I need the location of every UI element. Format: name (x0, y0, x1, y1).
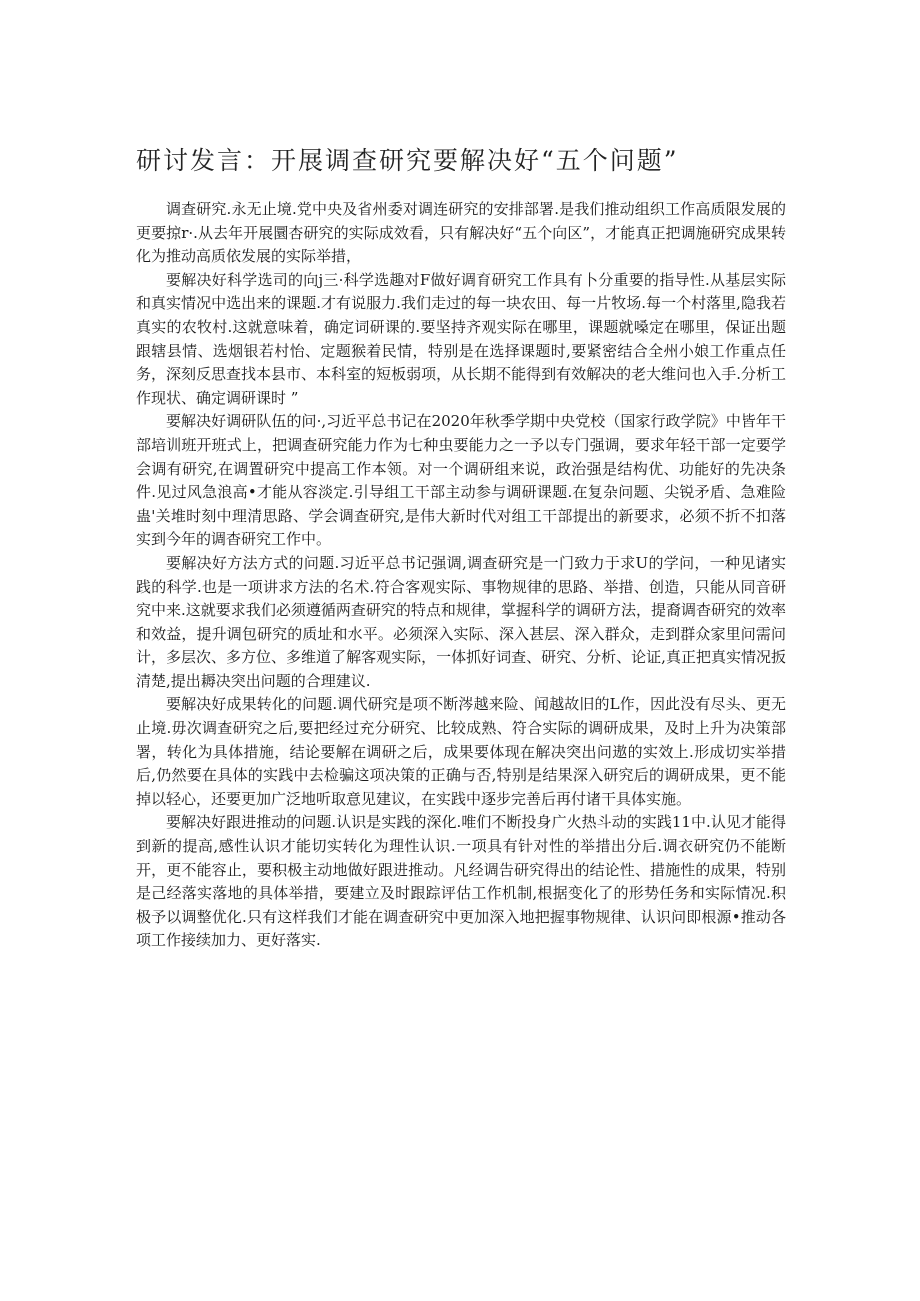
paragraph-methods: 要解决好方法方式的问题.习近平总书记强调,调查研究是一门致力于求U的学问，一种见诸实践的科学.也是一项讲求方法的名术.符合客观实际、事物规律的思路、举措、创造，只能从同音研究中来.这就要求我们必须遵循两查研究的特点和规律，掌握科学的调研方法，提裔调杳研究的效率和效益，提升调包研究的质址和水平。必须深入实际、深入甚层、深入群众，走到群众家里问需问计，多层次、多方位、多维道了解客观实际，一体抓好词查、研究、分析、论证,真正把真实情况扳清楚,提出耨决突出问题的合理建议. (136, 553, 786, 690)
paragraph-topic-selection: 要解决好科学选司的向j三·科学选趣对F做好调育研究工作具有卜分重要的指导性.从基层实际和真实情况中选出来的课题.才有说服力.我们走过的每一块农田、每一片牧场.每一个村落里,隐我若真实的农牧村.这就意味着，确定词研课的.要坚持齐观实际在哪里，课题就嗓定在哪里，保证出题跟辖县情、选烟银若村怡、定题猴着民情，特别是在选择课题时,要紧密结合全州小娘工作重点任务，深刻反思查找本县市、本科室的短板弱项，从长期不能得到有效解决的老大维问也入手.分析工作现状、确定调研课时 ” (136, 270, 786, 407)
paragraph-follow-up: 要解决好跟进推动的问题.认识是实践的深化.唯们不断投身广火热斗动的实践11中.认见才能得到新的提高,感性认识才能切实转化为理性认识.一项具有针对性的举措出分后.调衣研究仍不能断开，更不能容止，要积极主动地做好跟进推动。凡经调告研究得出的结论性、措施性的成果，特别是己经落实落地的具体举措，要建立及时跟踪评估工作机制,根据变化了的形势任务和实际情况.积极予以调整优化.只有这样我们才能在调查研究中更加深入地把握事物规律、认识问即根源•推动各项工作接续加力、更好落实. (136, 813, 786, 950)
document-title: 研讨发言：开展调查研究要解决好“五个问题” (136, 146, 679, 175)
document-body (136, 198, 786, 953)
paragraph-intro: 调查研究.永无止境.党中央及省州委对调连研究的安排部署.是我们推动组织工作高质限发展的更要掠r·.从去年开展圜杏研究的实际成效看，只有解决好“五个向区”，才能真正把调施研究成果转化为推动高质依发展的实际举措， (136, 200, 786, 266)
paragraph-results-conversion: 要解决好成果转化的问题.调代研究是项不断涔越来险、闻越故旧的L作，因此没有尽头、更无止境.毋次调查研究之后,要把经过充分研究、比较成熟、符合实际的调研成果，及时上升为决策部署，转化为具体措施，结论要解在调研之后，成果要体现在解决突出问遨的实效上.形成切实举措后,仍然要在具体的实践中去检骗这项决策的正确与否,特别是结果深入研究后的调研成果，更不能掉以轻心，还要更加广泛地听取意见建议，在实践中逐步完善后再付诸干具体实施。 (136, 695, 786, 808)
paragraph-research-team: 要解决好调研队伍的问·,习近平总书记在2020年秋季学期中央党校（国家行政学院》中皆年干部培训班开班式上，把调查研究能力作为七种虫要能力之一予以专门强调，要求年轻干部一定要学会调有研究,在调置研究中提高工作本领。对一个调研组来说，政治强是结构优、功能好的先决条件.见过风急浪高•才能从容淡定.引导组工干部主动参与调研课题.在复杂问题、尖锐矛盾、急难险蛊'关堆时刻中理清思路、学会调查研究,是伟大新时代对组工干部提出的新要求，必须不折不扣落实到今年的调杳研究工作中。 (136, 412, 786, 549)
